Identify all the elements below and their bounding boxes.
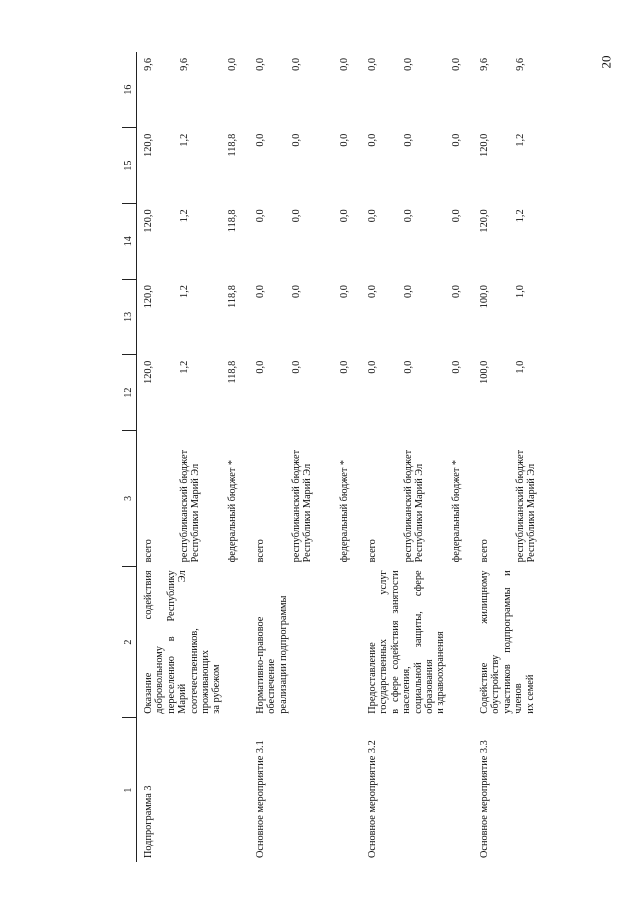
value-federal: 118,8 <box>227 285 238 308</box>
table-header-row <box>122 52 137 862</box>
value-republic: 1,0 <box>515 285 526 298</box>
description-line: в сфере содействия занятости населения, <box>389 570 413 714</box>
value-republic: 0,0 <box>291 58 302 71</box>
source-republic: республиканский бюджет Республики Марий Эл <box>291 449 314 563</box>
value-federal: 0,0 <box>227 58 238 71</box>
description-line: реализации подпрограммы <box>277 595 289 714</box>
header-col-16: 16 <box>122 52 137 128</box>
value-col-13 <box>473 279 585 355</box>
description-line: их семей <box>524 674 536 714</box>
value-col-12 <box>137 355 250 431</box>
value-total: 0,0 <box>255 133 266 147</box>
source-total: всего <box>255 539 266 563</box>
value-republic: 1,2 <box>179 209 190 223</box>
source-total: всего <box>367 539 378 563</box>
value-federal: 0,0 <box>339 133 350 147</box>
value-col-16 <box>137 52 250 128</box>
description-line: переселению в Республику Марий Эл <box>165 570 189 714</box>
value-total: 9,6 <box>143 58 154 71</box>
value-republic: 0,0 <box>291 133 302 147</box>
value-total: 0,0 <box>367 209 378 223</box>
funding-sources <box>473 430 585 566</box>
table-row <box>249 52 361 862</box>
value-republic: 1,2 <box>515 209 526 223</box>
description-line: за рубежом <box>211 664 223 714</box>
value-republic: 0,0 <box>291 209 302 223</box>
value-total: 0,0 <box>255 360 266 374</box>
header-col-3: 3 <box>122 430 137 566</box>
value-federal: 0,0 <box>339 360 350 374</box>
value-total: 9,6 <box>479 58 490 71</box>
value-total: 0,0 <box>255 209 266 223</box>
header-col-12: 12 <box>122 355 137 431</box>
value-col-14 <box>473 203 585 279</box>
value-total: 120,0 <box>143 285 154 309</box>
header-col-1: 1 <box>122 718 137 862</box>
source-total: всего <box>479 539 490 563</box>
description-line: Содействие жилищному обустройству <box>479 570 502 714</box>
value-total: 120,0 <box>479 209 490 233</box>
value-total: 0,0 <box>255 285 266 298</box>
value-republic: 1,2 <box>179 133 190 147</box>
value-republic: 0,0 <box>291 285 302 298</box>
value-republic: 9,6 <box>179 58 190 71</box>
rotated-page-content <box>122 52 542 862</box>
program-name: Подпрограмма 3 <box>143 785 154 858</box>
header-col-13: 13 <box>122 279 137 355</box>
description-line: социальной защиты, сфере образования <box>412 570 436 714</box>
funding-sources <box>361 430 473 566</box>
program-name: Основное мероприятие 3.2 <box>367 740 378 858</box>
value-republic: 1,2 <box>179 360 190 374</box>
value-republic: 1,2 <box>179 285 190 298</box>
header-col-2: 2 <box>122 566 137 717</box>
value-col-15 <box>137 128 250 204</box>
value-col-13 <box>137 279 250 355</box>
program-description <box>249 566 361 717</box>
header-col-15: 15 <box>122 128 137 204</box>
value-col-14 <box>137 203 250 279</box>
value-federal: 0,0 <box>451 360 462 374</box>
program-description <box>137 566 250 717</box>
source-federal: федеральный бюджет * <box>227 459 238 563</box>
value-col-12 <box>473 355 585 431</box>
value-total: 100,0 <box>479 360 490 384</box>
value-total: 120,0 <box>143 209 154 233</box>
value-col-15 <box>473 128 585 204</box>
program-name: Основное мероприятие 3.1 <box>255 740 266 858</box>
table-row <box>473 52 585 862</box>
page-number: 20 <box>598 55 614 69</box>
value-federal: 118,8 <box>227 133 238 157</box>
funding-sources <box>137 430 250 566</box>
value-federal: 0,0 <box>339 58 350 71</box>
value-total: 120,0 <box>143 133 154 157</box>
value-republic: 1,0 <box>515 360 526 374</box>
source-total: всего <box>143 539 154 563</box>
value-republic: 0,0 <box>403 209 414 223</box>
value-col-14 <box>249 203 361 279</box>
description-line: Предоставление государственных услуг <box>367 570 390 714</box>
source-republic: республиканский бюджет Республики Марий Эл <box>515 449 538 563</box>
value-federal: 0,0 <box>451 209 462 223</box>
source-republic: республиканский бюджет Республики Марий Эл <box>403 449 426 563</box>
table-row <box>137 52 250 862</box>
value-federal: 0,0 <box>451 285 462 298</box>
value-total: 120,0 <box>479 133 490 157</box>
value-federal: 0,0 <box>339 285 350 298</box>
value-col-12 <box>249 355 361 431</box>
source-federal: федеральный бюджет * <box>339 459 350 563</box>
source-republic: республиканский бюджет Республики Марий Эл <box>179 449 202 563</box>
value-republic: 0,0 <box>403 133 414 147</box>
value-republic: 0,0 <box>403 58 414 71</box>
value-republic: 0,0 <box>403 285 414 298</box>
header-col-14: 14 <box>122 203 137 279</box>
program-description <box>473 566 585 717</box>
value-total: 0,0 <box>367 360 378 374</box>
value-col-14 <box>361 203 473 279</box>
value-col-13 <box>361 279 473 355</box>
description-line: участников подпрограммы и членов <box>501 570 525 714</box>
program-name: Основное мероприятие 3.3 <box>479 740 490 858</box>
value-col-16 <box>361 52 473 128</box>
value-total: 0,0 <box>367 58 378 71</box>
description-line: соотечественников, проживающих <box>188 628 212 714</box>
description-line: Нормативно-правовое обеспечение <box>255 616 278 714</box>
value-federal: 0,0 <box>451 58 462 71</box>
table-row <box>361 52 473 862</box>
value-total: 0,0 <box>255 58 266 71</box>
value-republic: 1,2 <box>515 133 526 147</box>
value-republic: 0,0 <box>403 360 414 374</box>
value-federal: 118,8 <box>227 209 238 233</box>
budget-table <box>122 52 585 862</box>
value-federal: 0,0 <box>451 133 462 147</box>
value-federal: 0,0 <box>339 209 350 223</box>
value-total: 120,0 <box>143 360 154 384</box>
value-col-15 <box>361 128 473 204</box>
funding-sources <box>249 430 361 566</box>
value-col-15 <box>249 128 361 204</box>
description-line: Оказание содействия добровольному <box>143 570 166 714</box>
value-republic: 9,6 <box>515 58 526 71</box>
value-total: 0,0 <box>367 285 378 298</box>
value-col-13 <box>249 279 361 355</box>
value-col-12 <box>361 355 473 431</box>
program-description <box>361 566 473 717</box>
value-total: 0,0 <box>367 133 378 147</box>
source-federal: федеральный бюджет * <box>451 459 462 563</box>
value-federal: 118,8 <box>227 360 238 384</box>
value-republic: 0,0 <box>291 360 302 374</box>
value-total: 100,0 <box>479 285 490 309</box>
value-col-16 <box>473 52 585 128</box>
value-col-16 <box>249 52 361 128</box>
description-line: и здравоохранения <box>435 631 447 714</box>
